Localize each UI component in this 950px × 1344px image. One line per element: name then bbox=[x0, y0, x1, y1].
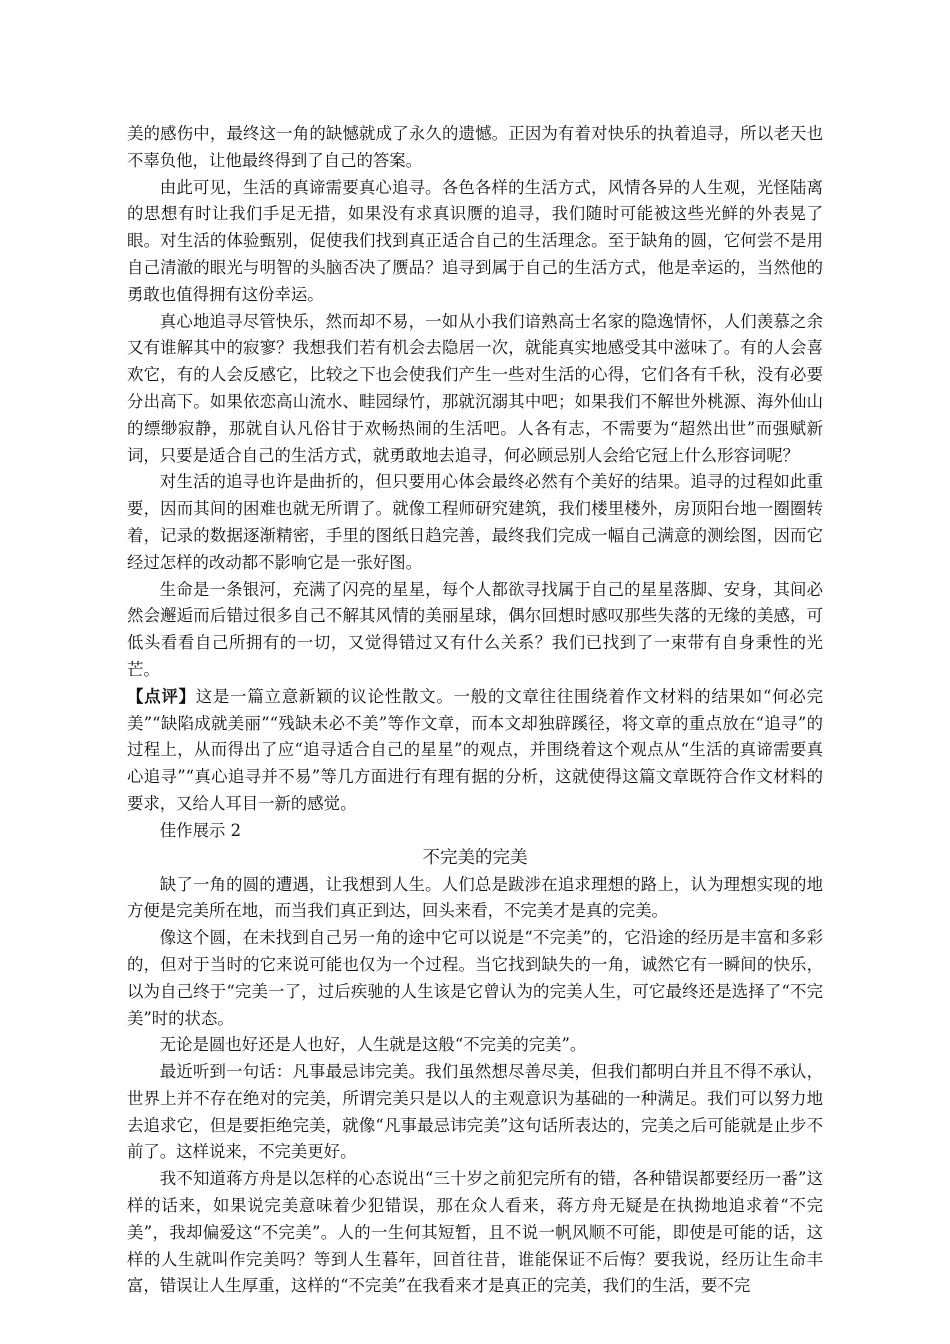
paragraph: 生命是一条银河，充满了闪亮的星星，每个人都欲寻找属于自己的星星落脚、安身，其间必然会邂逅而后错过很多自己不解其风情的美丽星球，偶尔回想时感叹那些失落的无缘的美感，可低头看看自己所拥有的一切，又觉得错过又有什么关系？我们已找到了一束带有自身秉性的光芒。 bbox=[127, 579, 823, 679]
commentary-label: 【点评】 bbox=[127, 686, 196, 706]
paragraph: 像这个圆，在未找到自己另一角的途中它可以说是“不完美”的，它沿途的经历是丰富和多彩的，但对于当时的它来说可能也仅为一个过程。当它找到缺失的一角，诚然它有一瞬间的快乐，以为自己终于“完美一了，过后疾驰的人生该是它曾认为的完美人生，可它最终还是选择了“不完美”时的状态。 bbox=[127, 928, 823, 1028]
paragraph: 我不知道蒋方舟是以怎样的心态说出“三十岁之前犯完所有的错，各种错误都要经历一番”这样的话来，如果说完美意味着少犯错误，那在众人看来，蒋方舟无疑是在执拗地追求着“不完美”，我却偏爱这“不完美”。人的一生何其短暂，且不说一帆风顺不可能，即使是可能的话，这样的人生就叫作完美吗？等到人生暮年，回首往昔，谁能保证不后悔？要我说，经历让生命丰富，错误让人生厚重，这样的“不完美”在我看来才是真正的完美，我们的生活，要不完 bbox=[127, 1169, 823, 1296]
paragraph: 缺了一角的圆的遭遇，让我想到人生。人们总是跋涉在追求理想的路上，认为理想实现的地方便是完美所在地，而当我们真正到达，回头来看，不完美才是真的完美。 bbox=[127, 874, 823, 921]
paragraph-continuation: 美的感伤中，最终这一角的缺憾就成了永久的遗憾。正因为有着对快乐的执着追寻，所以老天也不辜负他，让他最终得到了自己的答案。 bbox=[127, 124, 823, 170]
paragraph: 无论是圆也好还是人也好，人生就是这般“不完美的完美”。 bbox=[159, 1035, 587, 1055]
essay-title: 不完美的完美 bbox=[422, 847, 528, 868]
commentary-paragraph bbox=[127, 684, 823, 818]
paragraph: 由此可见，生活的真谛需要真心追寻。各色各样的生活方式，风情各异的人生观，光怪陆离的思想有时让我们手足无措，如果没有求真识赝的追寻，我们随时可能被这些光鲜的外表晃了眼。对生活的体验甄别，促使我们找到真正适合自己的生活理念。至于缺角的圆，它何尝不是用自己清澈的眼光与明智的头脑否决了赝品？追寻到属于自己的生活方式，他是幸运的，当然他的勇敢也值得拥有这份幸运。 bbox=[127, 177, 823, 304]
document-page bbox=[127, 121, 823, 1300]
paragraph: 最近听到一句话：凡事最忌讳完美。我们虽然想尽善尽美，但我们都明白并且不得不承认，世界上并不存在绝对的完美，所谓完美只是以人的主观意识为基础的一种满足。我们可以努力地去追求它，但是要拒绝完美，就像“凡事最忌讳完美”这句话所表达的，完美之后可能就是止步不前了。这样说来，不完美更好。 bbox=[127, 1062, 823, 1162]
showcase-label: 佳作展示 2 bbox=[159, 820, 241, 840]
paragraph: 对生活的追寻也许是曲折的，但只要用心体会最终必然有个美好的结果。追寻的过程如此重要，因而其间的困难也就无所谓了。就像工程师研究建筑，我们楼里楼外，房顶阳台地一圈圈转着，记录的数据逐渐精密，手里的图纸日趋完善，最终我们完成一幅自己满意的测绘图，因而它经过怎样的改动都不影响它是一张好图。 bbox=[127, 472, 823, 572]
commentary-text: 这是一篇立意新颖的议论性散文。一般的文章往往围绕着作文材料的结果如“何必完美”“缺陷成就美丽”“残缺未必不美”等作文章，而本文却独辟蹊径，将文章的重点放在“追寻”的过程上，从而得出了应“追寻适合自己的星星”的观点，并围绕着这个观点从“生活的真谛需要真心追寻”“真心追寻并不易”等几方面进行有理有据的分析，这就使得这篇文章既符合作文材料的要求，又给人耳目一新的感觉。 bbox=[127, 686, 823, 813]
paragraph: 真心地追寻尽管快乐，然而却不易，一如从小我们谙熟高士名家的隐逸情怀，人们羡慕之余又有谁解其中的寂寥？我想我们若有机会去隐居一次，就能真实地感受其中滋味了。有的人会喜欢它，有的人会反感它，比较之下也会使我们产生一些对生活的心得，它们各有千秋，没有必要分出高下。如果依恋高山流水、畦园绿竹，那就沉溺其中吧；如果我们不解世外桃源、海外仙山的缥缈寂静，那就自认凡俗甘于欢畅热闹的生活吧。人各有志，不需要为“超然出世”而强赋新词，只要是适合自己的生活方式，就勇敢地去追寻，何必顾忌别人会给它冠上什么形容词呢？ bbox=[127, 311, 823, 465]
